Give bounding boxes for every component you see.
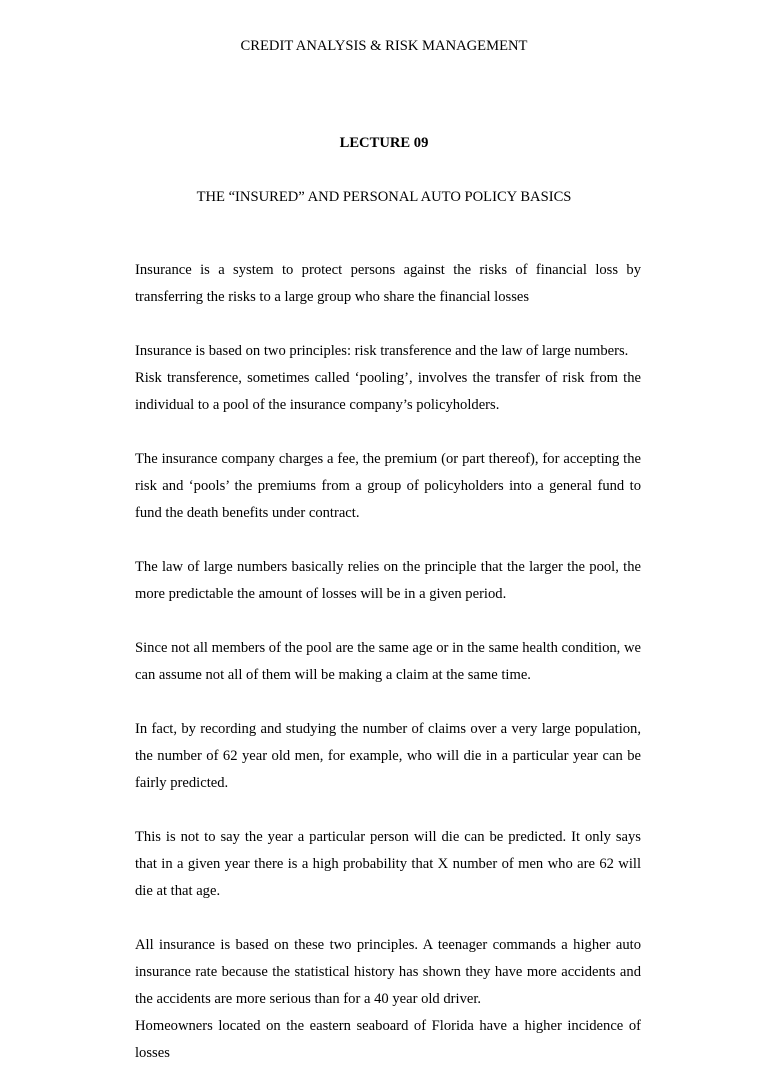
paragraph-two-principles: Insurance is based on two principles: risk transference and the law of large numbers.: [135, 343, 629, 359]
paragraph-claims-study: In fact, by recording and studying the number of claims over a very large population, the number of 62 year old men, for example, who will die in a particular year can be fairly predicted.: [135, 721, 641, 791]
paragraph-pool-members: Since not all members of the pool are the same age or in the same health condition, we can assume not all of them will be making a claim at the same time.: [135, 640, 641, 683]
paragraph-teenager-example: All insurance is based on these two principles. A teenager commands a higher auto insurance rate because the statistical history has shown they have more accidents and the accidents are more serious than for a 40 year old driver.: [135, 937, 641, 1007]
paragraph-risk-transference: Risk transference, sometimes called ‘pooling’, involves the transfer of risk from the individual to a pool of the insurance company’s policyholders.: [135, 370, 641, 413]
paragraph-law-of-large-numbers: The law of large numbers basically relies on the principle that the larger the pool, the more predictable the amount of losses will be in a given period.: [135, 559, 641, 602]
paragraph-florida-homeowners: Homeowners located on the eastern seaboard of Florida have a higher incidence of losses: [135, 1018, 641, 1061]
running-header: CREDIT ANALYSIS & RISK MANAGEMENT: [240, 38, 528, 54]
lecture-number: LECTURE 09: [339, 135, 429, 151]
body-text: [135, 230, 641, 1067]
paragraph-premium: The insurance company charges a fee, the premium (or part thereof), for accepting the risk and ‘pools’ the premiums from a group of policyholders into a general fund to fund the death benefits under contract.: [135, 451, 641, 521]
paragraph-probability: This is not to say the year a particular person will die can be predicted. It only says that in a given year there is a high probability that X number of men who are 62 will die at that age.: [135, 829, 641, 899]
paragraph-insurance-definition: Insurance is a system to protect persons against the risks of financial loss by transferring the risks to a large group who share the financial losses: [135, 262, 641, 305]
lecture-title: THE “INSURED” AND PERSONAL AUTO POLICY BASICS: [196, 189, 572, 205]
